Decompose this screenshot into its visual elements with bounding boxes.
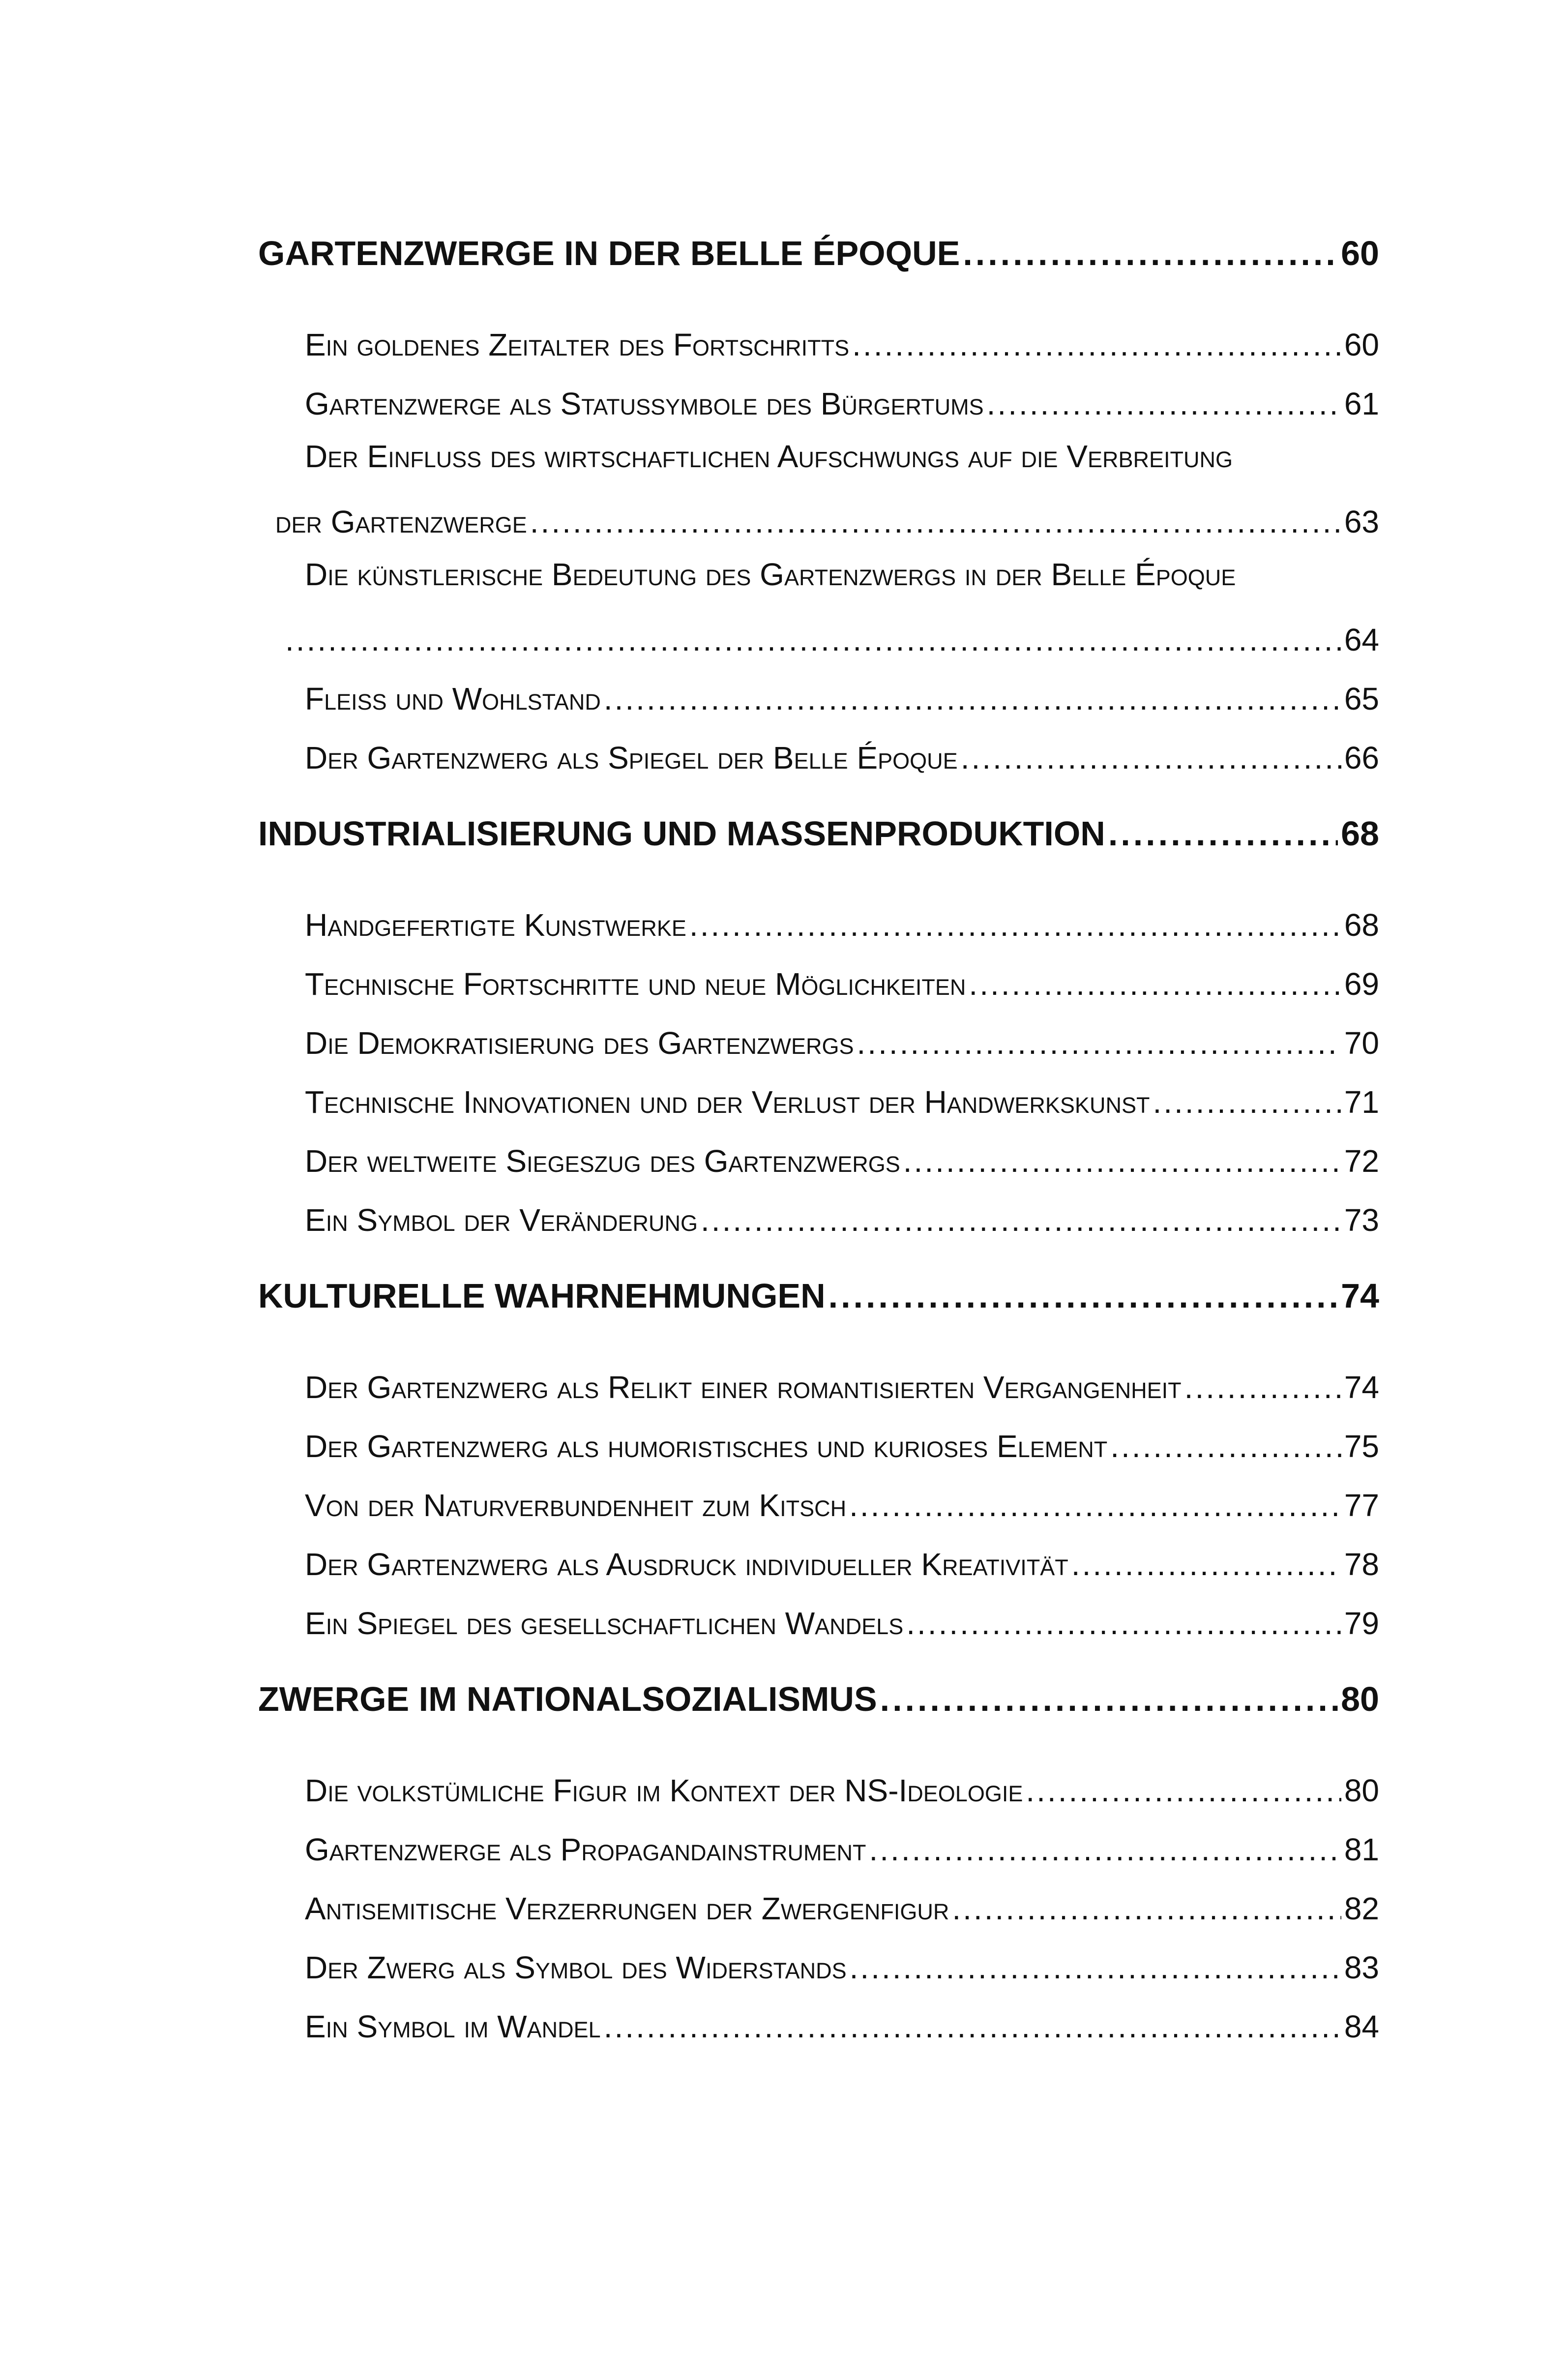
dot-leader [961, 727, 1341, 776]
dot-leader [849, 1474, 1341, 1523]
section-title: Gartenzwerge als Propagandainstrument [305, 1832, 866, 1867]
section-title: Der Gartenzwerg als Relikt einer romantisierten Vergangenheit [305, 1370, 1182, 1405]
dot-leader [906, 1592, 1341, 1642]
section-title: Der Zwerg als Symbol des Widerstands [305, 1950, 847, 1985]
chapter-title: ZWERGE IM NATIONALSOZIALISMUS [258, 1680, 877, 1718]
section-title: Gartenzwerge als Statussymbole des Bürgertums [305, 386, 984, 421]
page-number: 77 [1344, 1488, 1379, 1523]
page-number: 80 [1341, 1680, 1379, 1718]
dot-leader [903, 1130, 1341, 1179]
toc-section-entry-continued[interactable] [285, 609, 1379, 658]
toc-section-entry[interactable] [305, 1878, 1379, 1927]
toc-section-entry[interactable] [305, 1592, 1379, 1642]
section-title-line1[interactable]: Die künstlerische Bedeutung des Gartenzwergs in der Belle Époque [305, 557, 1236, 592]
dot-leader [857, 1012, 1341, 1061]
page-number: 74 [1341, 1277, 1379, 1315]
toc-section-entry[interactable] [305, 1533, 1379, 1582]
dot-leader [969, 953, 1341, 1002]
toc-section-entry[interactable] [305, 1071, 1379, 1120]
dot-leader [530, 491, 1341, 540]
toc-section-entry[interactable] [305, 314, 1379, 363]
page-number: 79 [1344, 1606, 1379, 1641]
page-number: 83 [1344, 1950, 1379, 1985]
dot-leader [1108, 804, 1338, 853]
dot-leader [987, 373, 1341, 422]
dot-leader [963, 224, 1338, 273]
section-title: Der weltweite Siegeszug des Gartenzwergs [305, 1143, 900, 1179]
dot-leader [1153, 1071, 1341, 1120]
toc-section-entry[interactable] [305, 1189, 1379, 1238]
dot-leader [850, 1937, 1341, 1986]
section-title: Der Gartenzwerg als humoristisches und kurioses Element [305, 1429, 1108, 1464]
toc-section-entry-continued[interactable] [275, 491, 1379, 540]
page-number: 69 [1344, 966, 1379, 1002]
toc-section-entry[interactable] [305, 894, 1379, 943]
toc-chapter-entry[interactable] [258, 224, 1379, 273]
toc-section-entry[interactable] [305, 1474, 1379, 1523]
section-title-line1[interactable]: Der Einfluss des wirtschaftlichen Aufschwungs auf die Verbreitung [305, 439, 1233, 474]
page-number: 75 [1344, 1429, 1379, 1464]
page-number: 63 [1344, 504, 1379, 539]
section-title: Antisemitische Verzerrungen der Zwergenfigur [305, 1891, 949, 1926]
dot-leader [1026, 1760, 1341, 1809]
section-title-line2: der Gartenzwerge [275, 504, 527, 539]
toc-section-entry[interactable] [305, 1012, 1379, 1061]
toc-section-entry[interactable] [305, 1996, 1379, 2045]
toc-section-entry[interactable] [305, 373, 1379, 422]
section-title: Handgefertigte Kunstwerke [305, 907, 686, 943]
toc-section-entry[interactable] [305, 1130, 1379, 1179]
page-number: 84 [1344, 2009, 1379, 2044]
chapter-title: INDUSTRIALISIERUNG UND MASSENPRODUKTION [258, 814, 1105, 853]
dot-leader [604, 1996, 1341, 2045]
page-number: 78 [1344, 1547, 1379, 1582]
section-title: Der Gartenzwerg als Ausdruck individueller Kreativität [305, 1547, 1068, 1582]
section-title: Die volkstümliche Figur im Kontext der NS-Ideologie [305, 1773, 1023, 1808]
dot-leader [285, 609, 1341, 658]
toc-chapter-entry[interactable] [258, 1266, 1379, 1315]
toc-section-entry[interactable] [305, 953, 1379, 1002]
toc-section-entry[interactable] [305, 1937, 1379, 1986]
section-title: Ein Symbol im Wandel [305, 2009, 601, 2044]
section-title: Ein Symbol der Veränderung [305, 1202, 698, 1238]
page-number: 82 [1344, 1891, 1379, 1926]
dot-leader [880, 1670, 1338, 1719]
toc-chapter-entry[interactable] [258, 804, 1379, 853]
page-number: 68 [1344, 907, 1379, 943]
page-number: 64 [1344, 622, 1379, 657]
chapter-title: KULTURELLE WAHRNEHMUNGEN [258, 1277, 826, 1315]
page-number: 74 [1344, 1370, 1379, 1405]
page-number: 68 [1341, 814, 1379, 853]
dot-leader [828, 1266, 1338, 1315]
dot-leader [869, 1819, 1341, 1868]
toc-chapter-entry[interactable] [258, 1670, 1379, 1719]
page-number: 81 [1344, 1832, 1379, 1867]
toc-section-entry[interactable] [305, 1415, 1379, 1464]
dot-leader [852, 314, 1341, 363]
toc-section-entry[interactable] [305, 727, 1379, 776]
dot-leader [604, 668, 1341, 717]
page-number: 73 [1344, 1202, 1379, 1238]
page-number: 60 [1341, 234, 1379, 272]
page-number: 61 [1344, 386, 1379, 421]
dot-leader [689, 894, 1341, 943]
section-title: Technische Innovationen und der Verlust der Handwerkskunst [305, 1084, 1150, 1120]
section-title: Die Demokratisierung des Gartenzwergs [305, 1025, 854, 1061]
page-number: 66 [1344, 740, 1379, 776]
section-title: Ein goldenes Zeitalter des Fortschritts [305, 327, 850, 362]
dot-leader [1071, 1533, 1341, 1582]
toc-section-entry[interactable] [305, 1760, 1379, 1809]
page-number: 65 [1344, 681, 1379, 716]
section-title: Fleiß und Wohlstand [305, 681, 601, 716]
section-title: Von der Naturverbundenheit zum Kitsch [305, 1488, 847, 1523]
chapter-title: GARTENZWERGE IN DER BELLE ÉPOQUE [258, 234, 960, 272]
page-number: 70 [1344, 1025, 1379, 1061]
section-title: Technische Fortschritte und neue Möglichkeiten [305, 966, 966, 1002]
dot-leader [952, 1878, 1341, 1927]
section-title: Der Gartenzwerg als Spiegel der Belle Époque [305, 740, 958, 776]
dot-leader [701, 1189, 1341, 1238]
page-number: 80 [1344, 1773, 1379, 1808]
dot-leader [1184, 1356, 1341, 1405]
page-number: 71 [1344, 1084, 1379, 1120]
toc-section-entry[interactable] [305, 1819, 1379, 1868]
page-number: 60 [1344, 327, 1379, 362]
toc-section-entry[interactable] [305, 1356, 1379, 1405]
dot-leader [1110, 1415, 1341, 1464]
page-number: 72 [1344, 1143, 1379, 1179]
section-title: Ein Spiegel des gesellschaftlichen Wandels [305, 1606, 904, 1641]
toc-section-entry[interactable] [305, 668, 1379, 717]
